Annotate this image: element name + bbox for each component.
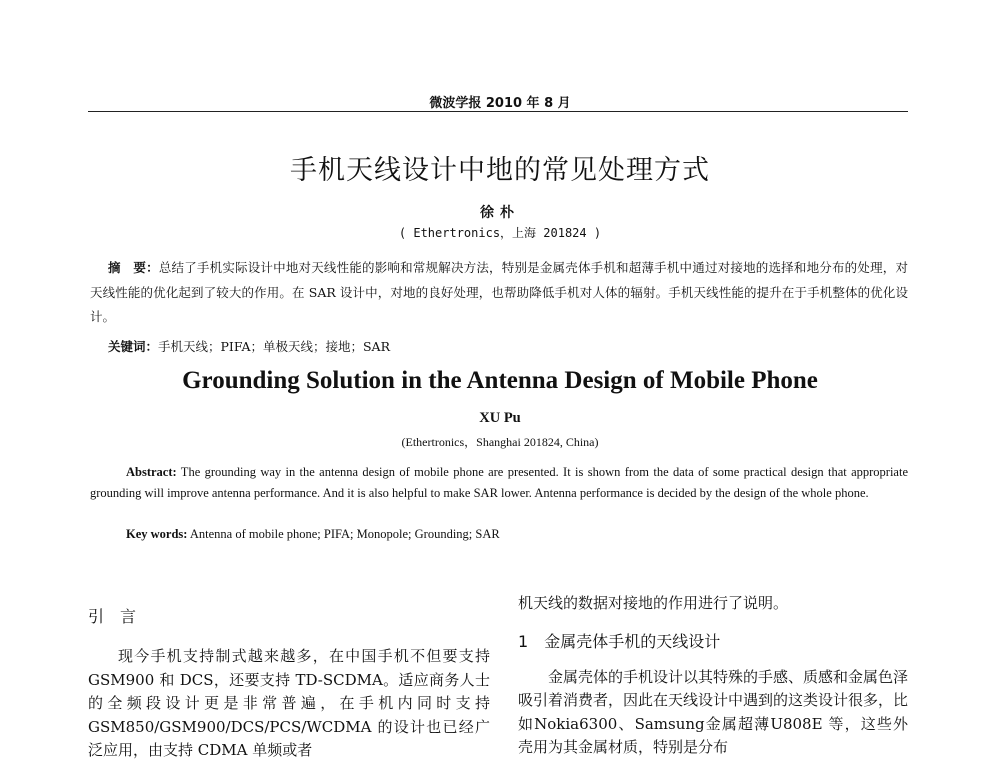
affiliation-en: (Ethertronics，Shanghai 201824, China)	[401, 435, 599, 449]
header-rule	[88, 111, 908, 112]
title-cn: 手机天线设计中地的常见处理方式	[290, 155, 710, 186]
keywords-cn	[108, 337, 390, 355]
affiliation-cn: ( Ethertronics，上海 201824 )	[398, 226, 602, 240]
keywords-cn-label: 关键词：	[108, 339, 159, 354]
section-title: 金属壳体手机的天线设计	[544, 631, 721, 651]
keywords-en-label: Key words:	[126, 527, 188, 541]
keywords-en-text: Antenna of mobile phone; PIFA; Monopole; Grounding; SAR	[187, 527, 500, 541]
abstract-cn-label: 摘 要：	[108, 260, 159, 275]
keywords-en	[126, 527, 500, 542]
abstract-cn-text: 总结了手机实际设计中地对天线性能的影响和常规解决方法，特别是金属壳体手机和超薄手机中通过对接地的选择和地分布的处理，对天线性能的优化起到了较大的作用。在 SAR 设计中，对地的良好处理，也帮助降低手机对人体的辐射。手机天线性能的提升在于手机整体的优化设计。	[90, 260, 908, 324]
section-number: 1	[518, 631, 529, 651]
section-1-paragraph: 金属壳体的手机设计以其特殊的手感、质感和金属色泽吸引着消费者，因此在天线设计中遇到的这类设计很多，比如Nokia6300、Samsung金属超薄U808E 等，这些外壳用为其金属材质，特别是分布	[518, 667, 909, 756]
abstract-en-label: Abstract:	[126, 465, 177, 479]
continued-paragraph: 机天线的数据对接地的作用进行了说明。	[518, 594, 789, 612]
author-cn: 徐朴	[480, 205, 520, 221]
intro-paragraph: 现今手机支持制式越来越多，在中国手机不但要支持 GSM900 和 DCS，还要支持 TD-SCDMA。适应商务人士的全频段设计更是非常普遍，在手机内同时支持 GSM850/GSM900/DCS/PCS/WCDMA 的设计也已经广泛应用，由支持 CDMA 单频或者	[88, 647, 490, 759]
abstract-cn	[90, 256, 908, 330]
abstract-en	[90, 462, 908, 503]
author-en: XU Pu	[479, 410, 521, 426]
right-column	[518, 592, 908, 760]
left-column	[88, 604, 490, 760]
running-head: 微波学报 2010 年 8 月	[429, 96, 571, 111]
keywords-cn-text: 手机天线；PIFA；单极天线；接地；SAR	[158, 339, 390, 354]
section-heading-introduction: 引言	[88, 607, 153, 626]
abstract-en-text: The grounding way in the antenna design of mobile phone are presented. It is shown from the data of some practical design that appropriate grounding will improve antenna performance. And it is also helpful to make SAR lower. Antenna performance is decided by the design of the whole phone.	[90, 465, 908, 500]
title-en: Grounding Solution in the Antenna Design of Mobile Phone	[182, 367, 818, 394]
section-heading-1	[518, 629, 908, 652]
